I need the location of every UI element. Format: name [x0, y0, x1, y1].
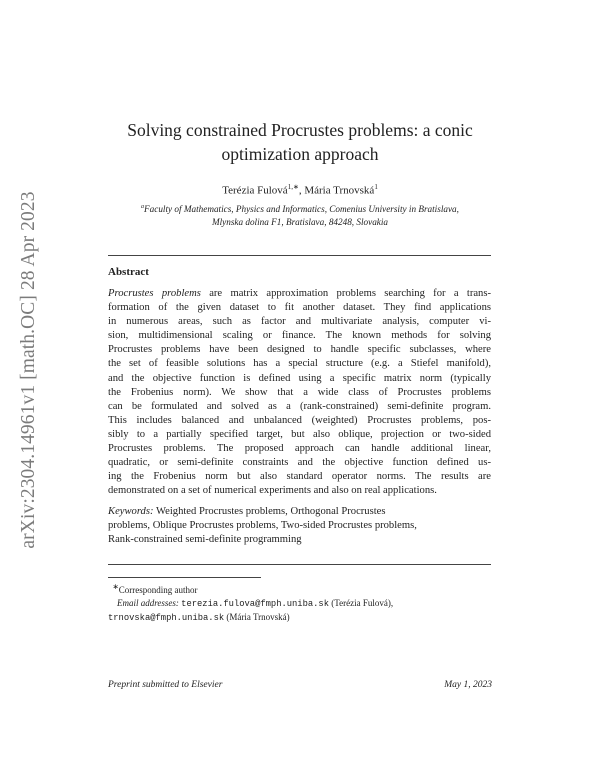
email-label: Email addresses:: [117, 598, 179, 608]
keywords-line: Rank-constrained semi-definite programming: [108, 534, 302, 546]
affiliation-line-1: Faculty of Mathematics, Physics and Informatics, Comenius University in Bratislava,: [144, 204, 459, 215]
abstract-line: This includes balanced and unbalanced (weighted) Procrustes problems, pos-: [108, 414, 491, 426]
email-owner-2: (Mária Trnovská): [224, 612, 290, 622]
arxiv-identifier[interactable]: arXiv:2304.14961v1 [math.OC] 28 Apr 2023: [18, 191, 39, 549]
author-marks: 1: [374, 183, 378, 191]
keywords-line: [108, 505, 491, 519]
author-name: Terézia Fulová: [222, 184, 288, 197]
email-link-1[interactable]: terezia.fulova@fmph.uniba.sk: [181, 599, 329, 609]
abstract-line: formation of the given dataset to fit another dataset. They find applications: [108, 302, 491, 314]
abstract-line: ing the Frobenius norm but also standard operator norms. The results are: [108, 471, 491, 483]
footnote-rule: [108, 577, 261, 578]
abstract-line: [108, 287, 491, 301]
abstract-line: sion, multidimensional scaling or finance. The known methods for solving: [108, 330, 491, 342]
abstract-line-rest: are matrix approximation problems searching for a trans-: [200, 288, 491, 299]
footnote-emails-cont: [108, 611, 491, 625]
abstract-line: Procrustes problems have been designed to handle specific subclasses, where: [108, 344, 491, 356]
keywords-line: problems, Oblique Procrustes problems, Two-sided Procrustes problems,: [108, 520, 417, 532]
affiliation-line-2: Mlynska dolina F1, Bratislava, 84248, Slovakia: [211, 217, 389, 228]
email-link-2[interactable]: trnovska@fmph.uniba.sk: [108, 613, 225, 623]
footnote-corresponding: [108, 580, 491, 597]
abstract-line: can be formulated and solved as a (rank-constrained) semi-definite program.: [108, 400, 491, 412]
footnote-mark: ∗: [112, 582, 119, 591]
abstract-line: the set of feasible solutions has a special structure (e.g. a Stiefel manifold),: [108, 358, 491, 370]
author-list: [100, 180, 500, 198]
title-line-1: Solving constrained Procrustes problems: a conic: [127, 120, 473, 140]
abstract-lead-term: Procrustes problems: [108, 288, 201, 299]
abstract-line: in numerous areas, such as factor and multivariate analysis, computer vi-: [108, 316, 491, 328]
abstract-top-rule: [108, 255, 491, 256]
title-line-2: optimization approach: [221, 144, 379, 164]
abstract-body: [108, 287, 491, 498]
footnote-emails: [108, 597, 491, 611]
footnote: [108, 580, 491, 625]
affiliation: [110, 201, 490, 229]
abstract-line: quadratic, or semi-definite constraints and the objective function defined us-: [108, 457, 491, 469]
keywords-line-rest: Weighted Procrustes problems, Orthogonal Procrustes: [153, 506, 386, 517]
keywords-label: Keywords:: [108, 506, 154, 517]
author-name: Mária Trnovská: [304, 184, 375, 197]
keywords: [108, 505, 491, 547]
paper-title: [100, 118, 500, 166]
affiliation-mark: a: [141, 204, 145, 210]
corresponding-author-label: Corresponding author: [118, 585, 198, 595]
preprint-date: May 1, 2023: [444, 680, 492, 690]
abstract-bottom-rule: [108, 564, 491, 565]
abstract-heading: Abstract: [108, 266, 149, 278]
abstract-line: sibly to a partially specified target, but also oblique, projection or two-sided: [108, 428, 491, 440]
abstract-line: demonstrated on a set of numerical experiments and also on real applications.: [108, 485, 437, 497]
abstract-line: the Frobenius norm). We show that a wide class of Procrustes problems: [108, 386, 491, 398]
preprint-note: Preprint submitted to Elsevier: [108, 680, 223, 690]
email-owner-1: (Terézia Fulová),: [328, 598, 394, 608]
abstract-line: and the objective function is defined using a specific matrix norm (typically: [108, 372, 491, 384]
abstract-line: Procrustes problems. The proposed approach can handle additional linear,: [108, 443, 491, 455]
author-separator: ,: [298, 184, 305, 197]
author-marks: 1,∗: [287, 183, 299, 191]
